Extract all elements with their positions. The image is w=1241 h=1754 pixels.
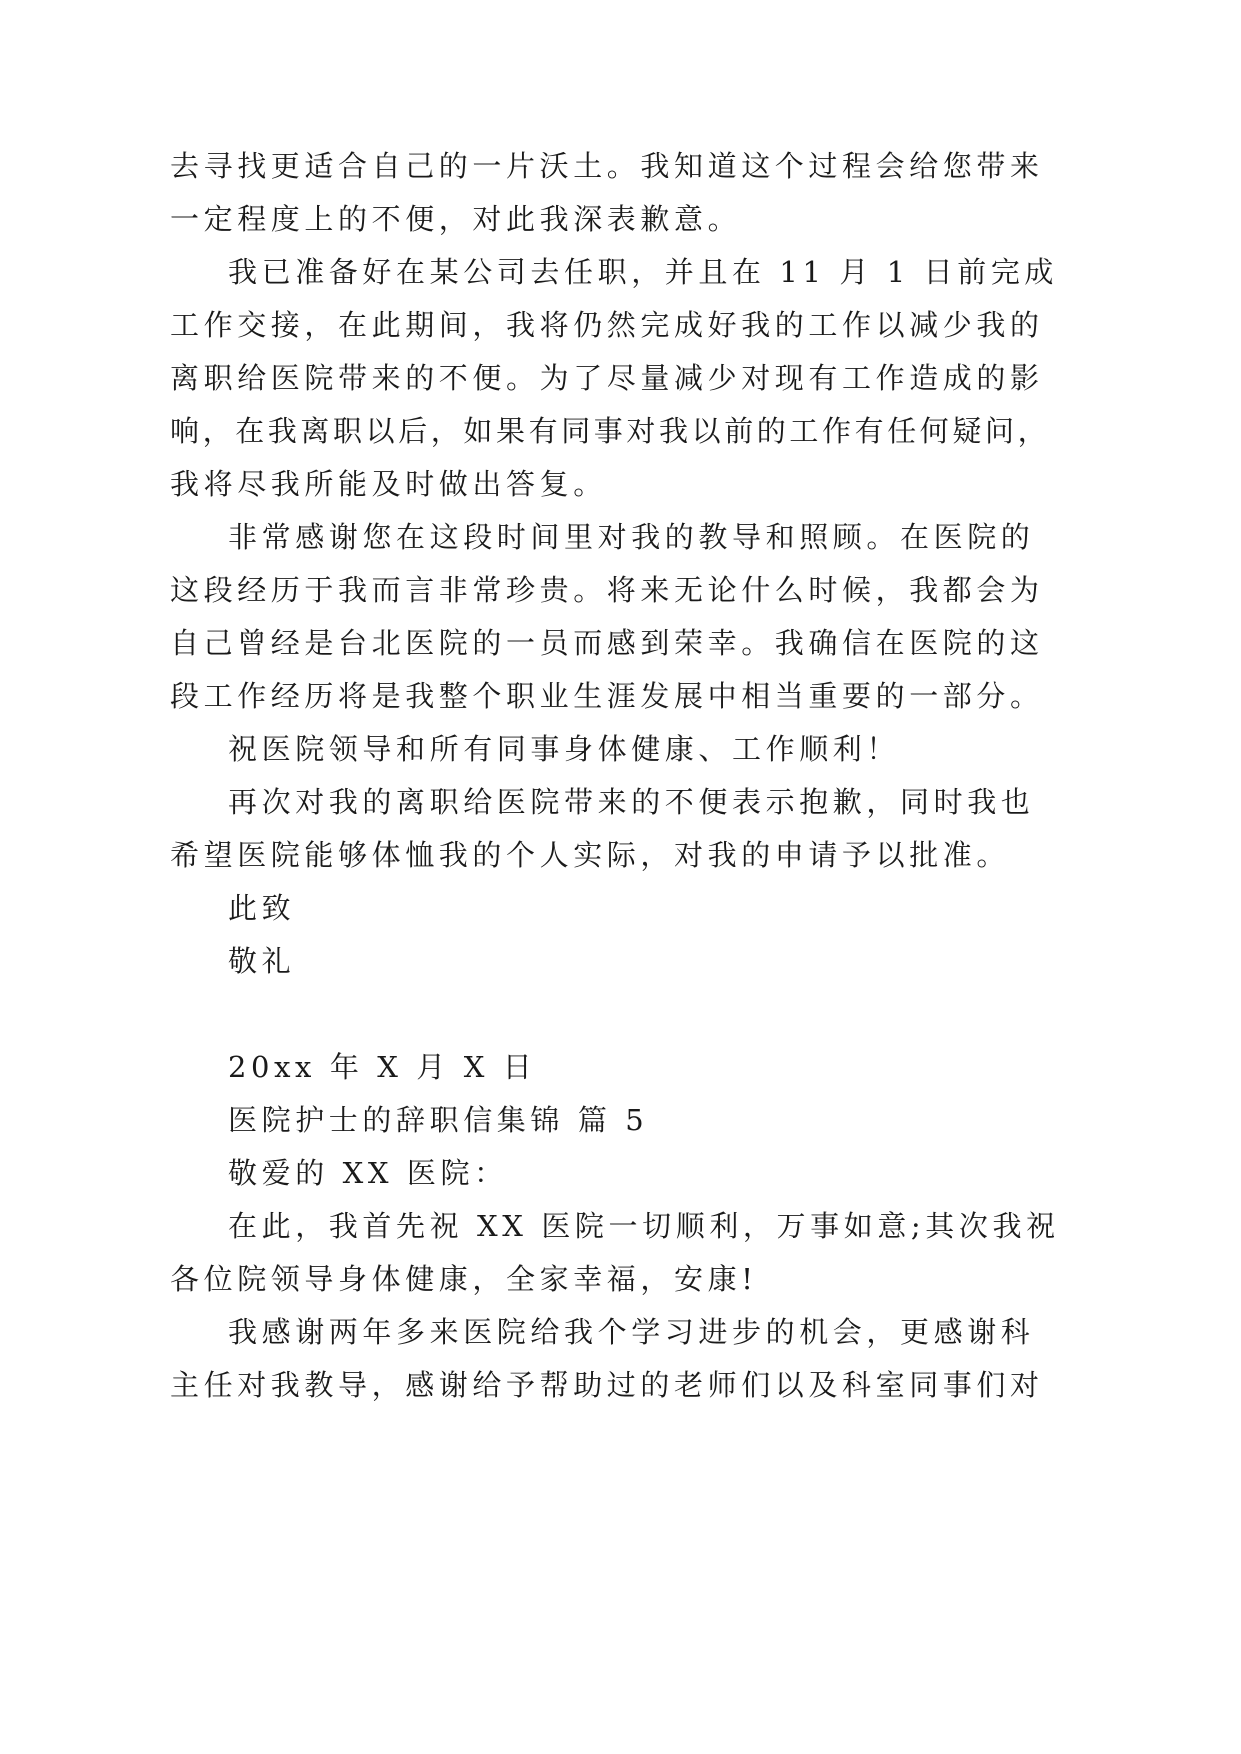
paragraph-line: 一定程度上的不便，对此我深表歉意。 (170, 202, 742, 236)
paragraph-line: 这段经历于我而言非常珍贵。将来无论什么时候，我都会为 (170, 573, 1044, 607)
paragraph-line: 各位院领导身体健康，全家幸福，安康! (170, 1262, 758, 1296)
closing-salutation: 此致 (228, 891, 296, 925)
paragraph-line: 我感谢两年多来医院给我个学习进步的机会，更感谢科 (228, 1315, 1035, 1349)
paragraph-line: 去寻找更适合自己的一片沃土。我知道这个过程会给您带来 (170, 149, 1044, 183)
paragraph-line: 响，在我离职以后，如果有同事对我以前的工作有任何疑问， (170, 414, 1051, 448)
closing-regards: 敬礼 (228, 944, 296, 978)
paragraph-line: 在此，我首先祝 XX 医院一切顺利，万事如意;其次我祝 (228, 1209, 1060, 1243)
paragraph-line: 我将尽我所能及时做出答复。 (170, 467, 607, 501)
paragraph-line: 非常感谢您在这段时间里对我的教导和照顾。在医院的 (228, 520, 1035, 554)
paragraph-line: 工作交接，在此期间，我将仍然完成好我的工作以减少我的 (170, 308, 1044, 342)
paragraph-line: 主任对我教导，感谢给予帮助过的老师们以及科室同事们对 (170, 1368, 1044, 1402)
letter-date: 20xx 年 X 月 X 日 (228, 1050, 537, 1084)
paragraph-line: 希望医院能够体恤我的个人实际，对我的申请予以批准。 (170, 838, 1011, 872)
letter-greeting: 敬爱的 XX 医院： (228, 1156, 508, 1190)
paragraph-line: 离职给医院带来的不便。为了尽量减少对现有工作造成的影 (170, 361, 1044, 395)
section-heading: 医院护士的辞职信集锦 篇 5 (228, 1103, 649, 1137)
paragraph-line: 祝医院领导和所有同事身体健康、工作顺利！ (228, 732, 901, 766)
paragraph-line: 我已准备好在某公司去任职，并且在 11 月 1 日前完成 (228, 255, 1059, 289)
paragraph-line: 再次对我的离职给医院带来的不便表示抱歉，同时我也 (228, 785, 1035, 819)
paragraph-line: 自己曾经是台北医院的一员而感到荣幸。我确信在医院的这 (170, 626, 1044, 660)
paragraph-line: 段工作经历将是我整个职业生涯发展中相当重要的一部分。 (170, 679, 1044, 713)
